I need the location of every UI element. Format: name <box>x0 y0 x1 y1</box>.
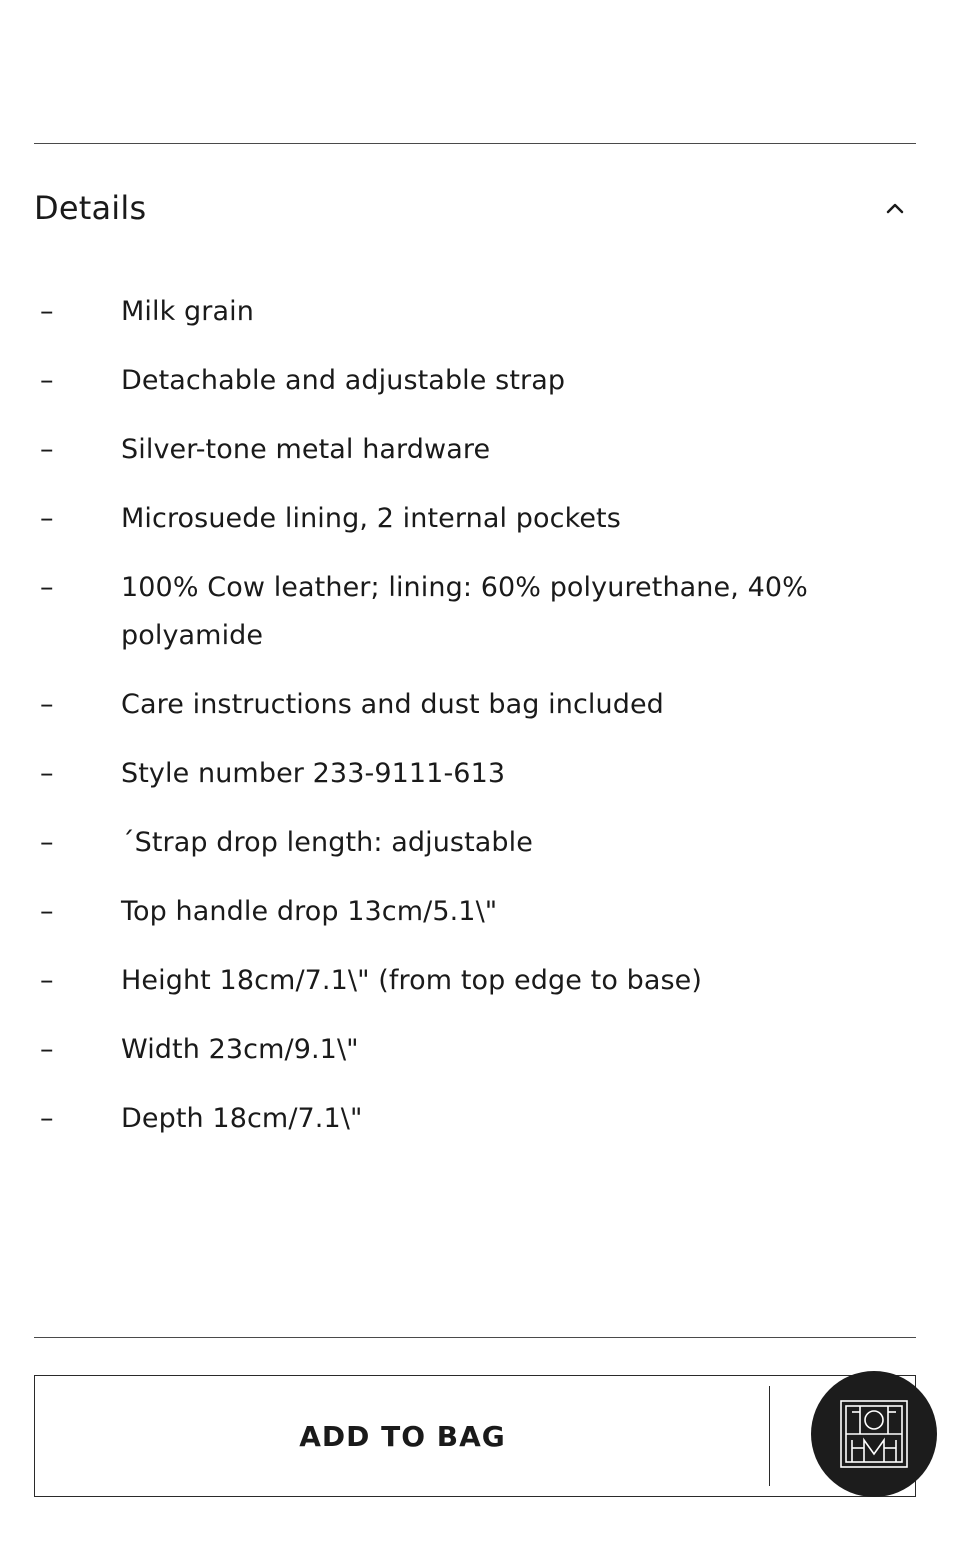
add-to-bag-label: ADD TO BAG <box>299 1419 506 1453</box>
detail-item <box>0 357 960 405</box>
detail-text: Care instructions and dust bag included <box>121 689 664 720</box>
bullet-dash: – <box>40 503 54 534</box>
bullet-dash: – <box>40 434 54 465</box>
detail-text: Silver-tone metal hardware <box>121 434 491 465</box>
bullet-dash: – <box>40 1034 54 1065</box>
detail-item <box>0 888 960 936</box>
detail-item <box>0 495 960 543</box>
details-accordion-header[interactable] <box>34 178 916 238</box>
bullet-dash: – <box>40 896 54 927</box>
section-divider-bottom <box>34 1337 916 1338</box>
bullet-dash: – <box>40 1103 54 1134</box>
button-divider <box>769 1386 770 1486</box>
bullet-dash: – <box>40 689 54 720</box>
detail-item <box>0 564 960 660</box>
detail-text: Milk grain <box>121 296 254 327</box>
bullet-dash: – <box>40 758 54 789</box>
detail-text: Depth 18cm/7.1\" <box>121 1103 363 1134</box>
bullet-dash: – <box>40 365 54 396</box>
detail-item <box>0 957 960 1005</box>
section-divider-top <box>34 143 916 144</box>
detail-text: Width 23cm/9.1\" <box>121 1034 359 1065</box>
detail-text: Top handle drop 13cm/5.1\" <box>121 896 498 927</box>
toteme-monogram-icon <box>838 1398 910 1470</box>
detail-item <box>0 819 960 867</box>
chevron-up-icon[interactable] <box>884 197 906 219</box>
bullet-dash: – <box>40 965 54 996</box>
detail-item <box>0 1095 960 1143</box>
bullet-dash: – <box>40 296 54 327</box>
detail-item <box>0 426 960 474</box>
brand-badge-button[interactable] <box>811 1371 937 1497</box>
detail-text: Microsuede lining, 2 internal pockets <box>121 503 621 534</box>
detail-text: Detachable and adjustable strap <box>121 365 566 396</box>
bullet-dash: – <box>40 572 54 603</box>
detail-item <box>0 288 960 336</box>
detail-text: ´Strap drop length: adjustable <box>121 827 533 858</box>
detail-item <box>0 681 960 729</box>
detail-text: 100% Cow leather; lining: 60% polyurethane, 40% polyamide <box>121 572 808 651</box>
detail-text: Height 18cm/7.1\" (from top edge to base) <box>121 965 703 996</box>
detail-text: Style number 233-9111-613 <box>121 758 506 789</box>
details-title: Details <box>34 189 147 227</box>
detail-item <box>0 750 960 798</box>
details-list <box>0 288 960 1164</box>
detail-item <box>0 1026 960 1074</box>
bullet-dash: – <box>40 827 54 858</box>
add-to-bag-button[interactable] <box>34 1375 916 1497</box>
